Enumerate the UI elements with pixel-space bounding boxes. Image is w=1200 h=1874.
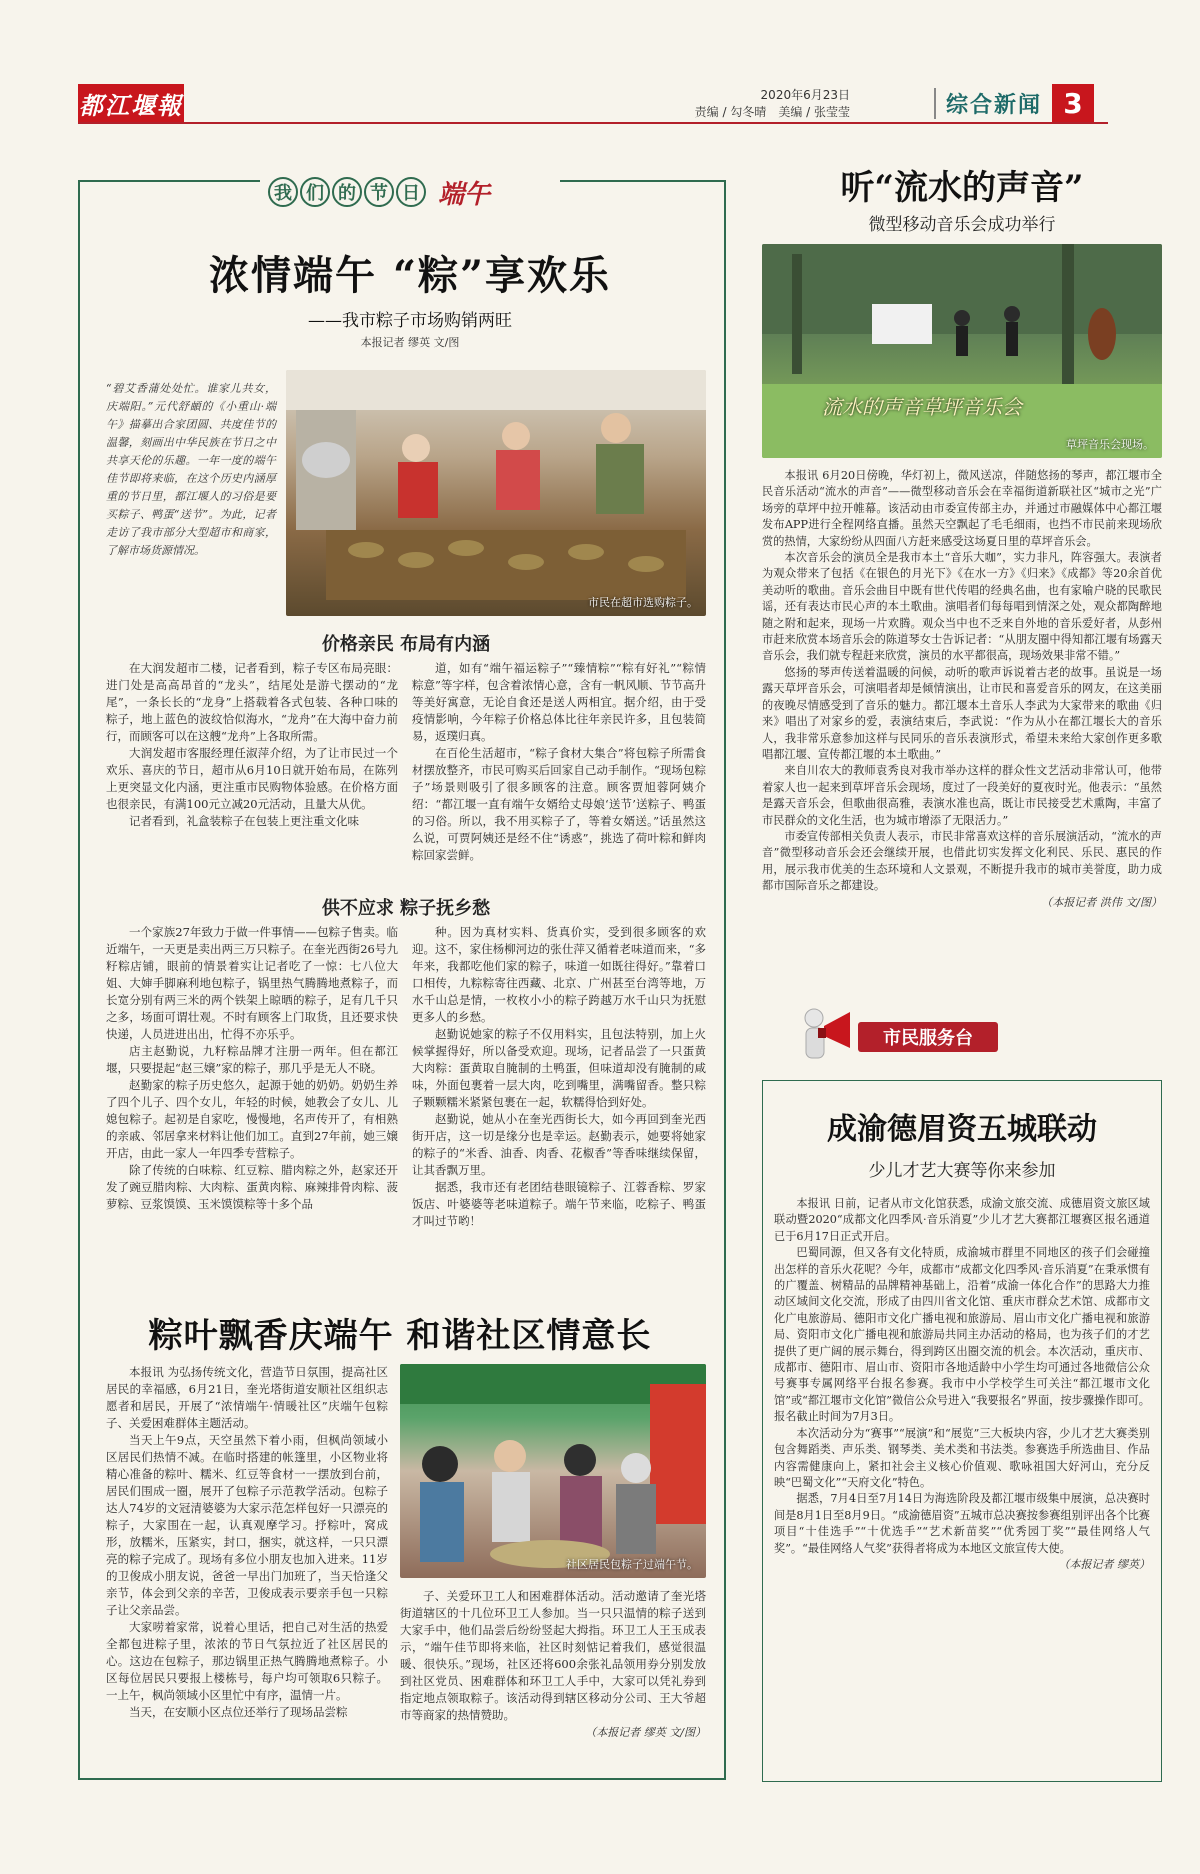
community-column-1 — [106, 1364, 388, 1721]
festival-char: 们 — [300, 177, 330, 207]
paragraph: 市委宣传部相关负责人表示，市民非常喜欢这样的音乐展演活动，“流水的声音”微型移动音乐会还会继续开展，也借此切实发挥文化利民、乐民、惠民的作用，展示我市优美的生态环境和人文景观，不断提升我市的城市美誉度，助力成都市国际音乐之都建设。 — [762, 829, 1162, 893]
paragraph: 巴蜀同源，但又各有文化特质，成渝城市群里不同地区的孩子们会碰撞出怎样的音乐火花呢？今年，成都市“成都文化四季风·音乐消夏”在秉承惯有的广覆盖、树精品的品牌精神基础上，沿着“成渝一体化合作”的思路大力推动区域间文化交流，形成了由四川省文化馆、重庆市群众艺术馆、成都市文化广电旅游局、德阳市文化广播电视和旅游局、眉山市文化广播电视和旅游局、资阳市文化广播电视和旅游局共同主办活动的格局，也为孩子们的才艺提供了更广阔的展示舞台，得到跨区出圈交流的机会。本次活动，重庆市、成都市、德阳市、眉山市、资阳市各地适龄中小学生均可通过各地微信公众号赛事专属网络平台报名参赛。我市中小学校学生可关注“都江堰市文化馆”或“都江堰市文化馆”微信公众号进入“我要报名”界面，按步骤操作即可。报名截止时间为7月3日。 — [774, 1246, 1150, 1424]
main-intro: “碧艾香蒲处处忙。谁家儿共女，庆端阳。”元代舒頔的《小重山·端午》描摹出合家团圆、共度佳节的温馨，刻画出中华民族在节日之中共享天伦的乐趣。一年一度的端午佳节即将来临，在这个历史内涵厚重的节日里，都江堰人的习俗是要买粽子、鸭蛋“送节”。为此，记者走访了我市部分大型超市和商家，了解市场货源情况。 — [106, 382, 276, 557]
music-headline: 听“流水的声音” — [840, 168, 1084, 208]
paragraph: 除了传统的白味粽、红豆粽、腊肉粽之外，赵家还开发了豌豆腊肉粽、大肉粽、蛋黄肉粽、麻辣排骨肉粽、菠萝粽、豆浆馍馍、玉米馍馍粽等十多个品 — [106, 1163, 398, 1211]
festival-char: 节 — [364, 177, 394, 207]
issue-date: 2020年6月23日 — [760, 88, 850, 102]
masthead — [78, 84, 1108, 124]
section1-column-2 — [412, 660, 706, 864]
music-body — [762, 468, 1162, 911]
paragraph: 记者看到，礼盒装粽子在包装上更注重文化味 — [129, 814, 359, 828]
paragraph: 赵勤家的粽子历史悠久，起源于她的奶奶。奶奶生养了四个儿子、四个女儿，年轻的时候，她教会了女儿、儿媳包粽子。起初是自家吃，慢慢地，名声传开了，有相熟的亲戚、邻居拿来材料让他们加工。直到27年前，她三嬢开店，由此一家人一年四季专营粽子。 — [106, 1078, 398, 1160]
paragraph: 来自川农大的教师袁秀良对我市举办这样的群众性文艺活动非常认可，他带着家人也一起来到草坪音乐会现场，度过了一段美好的夏夜时光。他表示：“虽然是露天音乐会，但歌曲很高雅，表演水准也高，既让市民接受艺术熏陶，丰富了市民群众的文化生活，也为城市增添了无限活力。” — [762, 764, 1162, 827]
music-byline: （本报记者 洪伟 文/图） — [1041, 895, 1162, 909]
concert-photo-caption: 草坪音乐会现场。 — [1066, 438, 1154, 451]
paragraph: 本次音乐会的演员全是我市本土“音乐大咖”，实力非凡，阵容强大。表演者为观众带来了包括《在银色的月光下》《在水一方》《归来》《成都》等20余首优美动听的歌曲。音乐会曲目中既有世代传唱的经典名曲，也有家喻户晓的民歌民谣，还有表达市民心声的本土歌曲。演唱者们每每唱到情深之处，观众都陶醉地随之附和起来，现场一片欢腾。观众当中也不乏来自外地的音乐爱好者，从彭州市赶来欣赏本场音乐会的陈道琴女士告诉记者：“从朋友圈中得知都江堰有场露天音乐会，我们就专程赶来欣赏，演员的水平都很高，现场效果非常不错。” — [762, 551, 1162, 663]
paragraph: 道，如有“端午福运粽子”“臻情粽”“粽有好礼”“粽情粽意”等字样，包含着浓情心意，含有一帆风顺、节节高升等美好寓意，无论自食还是送人两相宜。据介绍，由于受疫情影响，今年粽子价格总体比往年亲民许多，且包装简易，返璞归真。 — [412, 661, 706, 743]
page-number: 3 — [1052, 84, 1094, 122]
paragraph: 当天，在安顺小区点位还举行了现场品尝粽 — [129, 1705, 348, 1719]
newspaper-logo: 都江堰報 — [78, 84, 184, 122]
music-subheadline: 微型移动音乐会成功举行 — [868, 215, 1056, 235]
section2-column-2 — [412, 924, 706, 1230]
festival-banner — [260, 166, 560, 218]
community-photo-illustration — [400, 1364, 706, 1578]
section1-column-1 — [106, 660, 398, 830]
festival-tag: 端午 — [438, 179, 491, 210]
paragraph: 本报讯 为弘扬传统文化，营造节日氛围，提高社区居民的幸福感，6月21日，奎光塔街道安顺社区组织志愿者和居民，开展了“浓情端午·情暖社区”庆端午包粽子、关爱困难群体主题活动。 — [106, 1365, 388, 1430]
section2-heading: 供不应求 粽子抚乡愁 — [321, 898, 491, 919]
concert-photo — [762, 244, 1162, 458]
paragraph: 本次活动分为“赛事”“展演”和“展览”三大板块内容，少儿才艺大赛类别包含舞蹈类、声乐类、钢琴类、美术类和书法类。参赛选手所选曲目、作品内容需健康向上，紧扣社会主义核心价值观、歌咏祖国大好河山，充分反映“巴蜀文化”“天府文化”特色。 — [774, 1426, 1150, 1489]
service-body — [774, 1196, 1150, 1573]
paragraph: 大润发超市客服经理任淑萍介绍，为了让市民过一个欢乐、喜庆的节日，超市从6月10日就开始布局，在陈列上更突显文化内涵，更注重市民购物体验感。在价格方面也很亲民，有满100元立减20元活动，且量大从优。 — [106, 746, 398, 811]
section1-heading: 价格亲民 布局有内涵 — [321, 634, 491, 655]
service-subheadline: 少儿才艺大赛等你来参加 — [868, 1161, 1056, 1181]
main-headline: 浓情端午 “粽”享欢乐 — [209, 252, 611, 299]
festival-char: 我 — [268, 177, 298, 207]
paragraph: 据悉，7月4日至7月14日为海选阶段及都江堰市级集中展演，总决赛时间是8月1日至8月9日。“成渝德眉资”五城市总决赛按参赛组别评出各个比赛项目“十佳选手”“十优选手”“艺术新苗奖”“优秀园丁奖”“最佳网络人气奖”。“最佳网络人气奖”获得者将成为本地区文旅宣传大使。 — [774, 1492, 1150, 1555]
paragraph: 在百伦生活超市，“粽子食材大集合”将包粽子所需食材摆放整齐，市民可购买后回家自己动手制作。“现场包粽子”场景则吸引了很多顾客的注意。顾客贾旭蓉阿姨介绍：“都江堰一直有端午女婿给丈母娘‘送节’送粽子、鸭蛋的习俗。所以，我不用买粽子了，等着女婿送。”话虽然这么说，可贾阿姨还是经不住“诱惑”，挑选了荷叶粽和鲜肉粽回家尝鲜。 — [412, 746, 706, 862]
editor-credits: 责编 / 勾冬晴 美编 / 张莹莹 — [694, 105, 850, 119]
paragraph: 本报讯 6月20日傍晚，华灯初上，微风送凉，伴随悠扬的琴声，都江堰市全民音乐活动“流水的声音”——微型移动音乐会在幸福街道新联社区“城市之光”广场旁的草坪中拉开帷幕。该活动由市委宣传部主办，并通过市融媒体中心都江堰发布APP进行全程网络直播。虽然天空飘起了毛毛细雨，也挡不市民前来现场欣赏的热情，大家纷纷从四面八方赶来感受这场夏日里的草坪音乐会。 — [762, 469, 1162, 548]
service-label: 市民服务台 — [858, 1022, 998, 1052]
paragraph: 本报讯 日前，记者从市文化馆获悉，成渝文旅交流、成德眉资文旅区域联动暨2020“成都文化四季风·音乐消夏”少儿才艺大赛都江堰赛区报名通道已于6月17日正式开启。 — [774, 1197, 1150, 1243]
community-byline: （本报记者 缪英 文/图） — [585, 1726, 706, 1739]
paragraph: 种。因为真材实料、货真价实，受到很多顾客的欢迎。这不，家住杨柳河边的张仕萍又循着老味道而来，“多年来，我都吃他们家的粽子，味道一如既往得好。”靠着口口相传，九粽粽寄往西藏、北京、广州甚至台湾等地，万水千山总是情，一枚枚小小的粽子跨越万水千山只为抚慰更多人的乡愁。 — [412, 925, 706, 1024]
community-photo — [400, 1364, 706, 1578]
megaphone-icon — [800, 1004, 856, 1068]
service-badge — [790, 1000, 1000, 1070]
service-byline: （本报记者 缪英） — [1058, 1557, 1150, 1571]
paragraph: 悠扬的琴声传送着温暖的问候，动听的歌声诉说着古老的故事。虽说是一场露天草坪音乐会，可演唱者却是倾情演出，让市民和喜爱音乐的网友，在这美丽的夜晚尽情感受到了音乐的魅力。都江堰本土音乐人李武为大家带来的歌曲《归来》唱出了对家乡的爱，表演结束后，李武说：“作为从小在都江堰长大的音乐人，我非常乐意参加这样与民同乐的音乐表演形式，希望未来给大家创作更多歌唱都江堰、宣传都江堰的本土歌曲。” — [762, 665, 1162, 761]
community-headline: 粽叶飘香庆端午 和谐社区情意长 — [148, 1316, 652, 1356]
paragraph: 当天上午9点，天空虽然下着小雨，但枫尚领域小区居民们热情不减。在临时搭建的帐篷里，小区物业将精心准备的粽叶、糯米、红豆等食材一一摆放到台前，居民们围成一圈，展开了包粽子示范教学活动。包粽子达人74岁的文冠清婆婆为大家示范怎样包好一只漂亮的粽子，大家围在一起，认真观摩学习。抒粽叶，窝成形，放糯米，压紧实，封口，捆实，就这样，一只只漂亮的粽子完成了。现场有多位小朋友也加入进来。11岁的卫俊成小朋友说，爸爸一早出门加班了，当天恰逢父亲节，体会到父亲的辛苦，卫俊成表示要亲手包一只粽子让父亲品尝。 — [106, 1433, 388, 1617]
festival-char: 的 — [332, 177, 362, 207]
paragraph: 据悉，我市还有老团结巷眼镜粽子、江蓉香粽、罗家饭店、叶婆婆等老味道粽子。端午节来临，吃粽子、鸭蛋才叫过节哟！ — [412, 1180, 706, 1228]
community-photo-caption: 社区居民包粽子过端午节。 — [566, 1558, 698, 1571]
market-photo-illustration — [286, 370, 706, 616]
concert-photo-illustration — [762, 244, 1162, 458]
paragraph: 一个家族27年致力于做一件事情——包粽子售卖。临近端午，一天更是卖出两三万只粽子。在奎光西街26号九籽粽店铺，眼前的情景着实让记者吃了一惊：七八位大姐、大婶手脚麻利地包粽子，锅里热气腾腾地煮粽子，而长宽分别有两三米的两个铁架上晾晒的粽子，足有几千只之多，场面可谓壮观。不时有顾客上门取货，且还要求快快递，人员进进出出，忙得不亦乐乎。 — [106, 925, 398, 1041]
paragraph: 赵勤说，她从小在奎光西街长大，如今再回到奎光西街开店，这一切是缘分也是幸运。赵勤表示，她要将她家的粽子的“米香、油香、肉香、花椒香”等香味继续保留，让其香飘万里。 — [412, 1112, 706, 1177]
community-column-2 — [400, 1588, 706, 1741]
service-headline: 成渝德眉资五城联动 — [827, 1112, 1097, 1147]
paragraph: 子、关爱环卫工人和困难群体活动。活动邀请了奎光塔街道辖区的十几位环卫工人参加。当一只只温情的粽子送到大家手中，他们品尝后纷纷竖起大拇指。环卫工人王玉成表示，“端午佳节即将来临，社区时刻惦记着我们，感觉很温暖、很快乐。”现场，社区还将600余张礼品领用券分别发放到社区党员、困难群体和环卫工人手中，大家可以凭礼券到指定地点领取粽子。该活动得到辖区移动分公司、王大爷超市等商家的热情赞助。 — [400, 1589, 706, 1722]
market-photo-caption: 市民在超市选购粽子。 — [588, 596, 698, 609]
paragraph: 在大润发超市二楼，记者看到，粽子专区布局亮眼：进门处是高高昂首的“龙头”，结尾处是游弋摆动的“龙尾”，一条长长的“龙身”上搭载着各式包装、各种口味的粽子，地上蓝色的波纹恰似海水，“龙舟”在大海中奋力前行，而顾客可以在这艘“龙舟”上各取所需。 — [106, 661, 398, 743]
section2-column-1 — [106, 924, 398, 1213]
main-byline: 本报记者 缪英 文/图 — [360, 336, 460, 349]
paragraph: 大家唠着家常，说着心里话，把自己对生活的热爱全都包进粽子里，浓浓的节日气氛拉近了社区居民的心。这边在包粽子，那边锅里正热气腾腾地煮粽子。小区每位居民只要报上楼栋号，每户均可领取6只粽子。一上午，枫尚领域小区里忙中有序，温情一片。 — [106, 1620, 388, 1702]
section-name: 综合新闻 — [934, 88, 1042, 119]
zongzi-market-photo — [286, 370, 706, 616]
paragraph: 赵勤说她家的粽子不仅用料实，且包法特别，加上火候掌握得好，所以备受欢迎。现场，记者品尝了一只蛋黄大肉粽：蛋黄取自腌制的土鸭蛋，但味道却没有腌制的咸味，外面包裹着一层大肉，吃到嘴里，满嘴留香。整只粽子颗颗糯米紧紧包裹在一起，软糯得恰到好处。 — [412, 1027, 706, 1109]
festival-char: 日 — [396, 177, 426, 207]
paragraph: 店主赵勤说，九籽粽品牌才注册一两年。但在都江堰，只要提起“赵三嬢”家的粽子，那几乎是无人不晓。 — [106, 1044, 398, 1075]
concert-photo-banner: 流水的声音草坪音乐会 — [822, 395, 1022, 419]
main-subheadline: ——我市粽子市场购销两旺 — [308, 311, 512, 331]
